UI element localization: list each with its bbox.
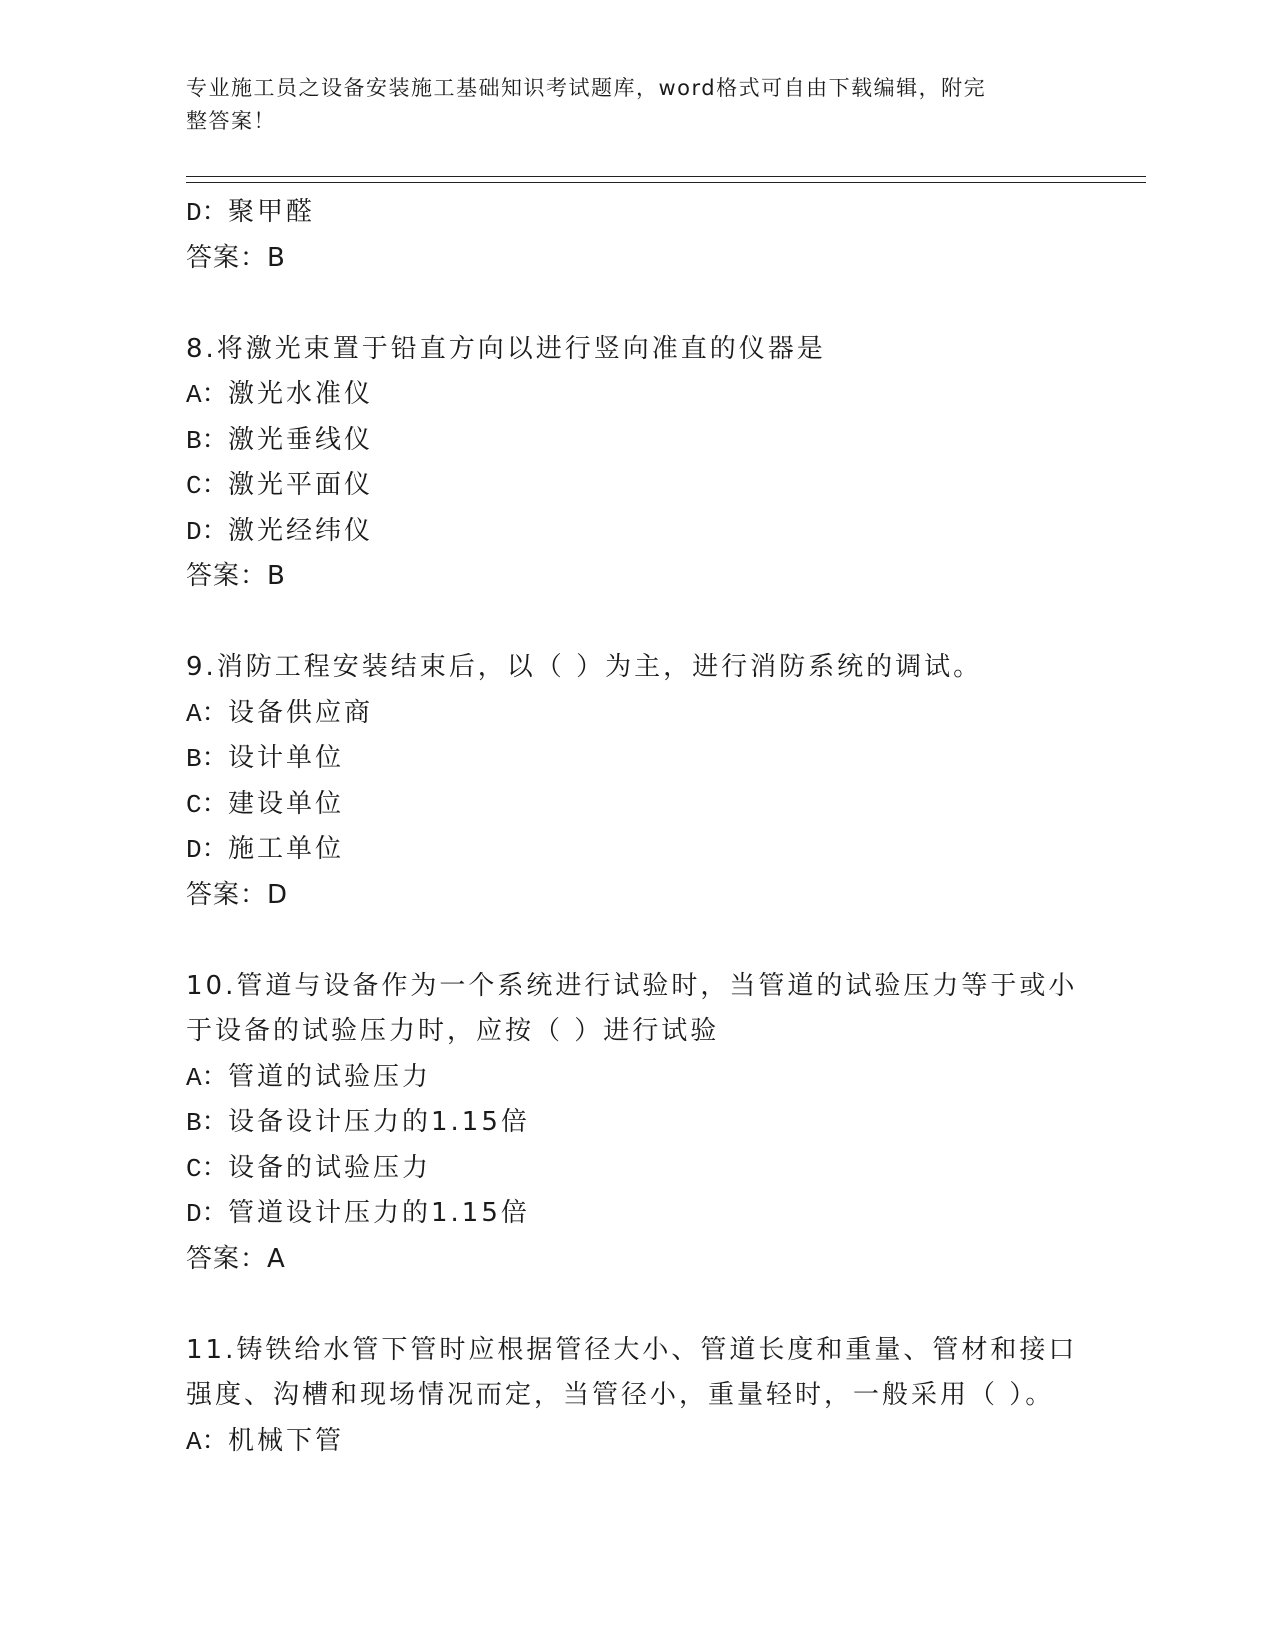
q11-option-a bbox=[186, 1419, 1146, 1465]
option-text: 激光垂线仪 bbox=[228, 424, 374, 455]
q8-option-d bbox=[186, 509, 1146, 555]
option-text: 管道的试验压力 bbox=[228, 1061, 432, 1092]
option-text: 施工单位 bbox=[228, 834, 345, 864]
q9-answer: 答案：D bbox=[186, 879, 289, 910]
option-label: B： bbox=[186, 425, 228, 456]
option-label: A： bbox=[186, 1426, 228, 1457]
q9-option-a bbox=[186, 691, 1146, 737]
option-label: A： bbox=[186, 380, 228, 410]
header-divider-top bbox=[186, 176, 1146, 177]
header-title-line-2: 整答案！ bbox=[186, 109, 276, 133]
q10-answer: 答案：A bbox=[186, 1243, 286, 1274]
q8-answer: 答案：B bbox=[186, 561, 286, 591]
option-text: 激光水准仪 bbox=[228, 379, 374, 409]
spacer bbox=[186, 600, 1146, 646]
option-label: A： bbox=[186, 698, 228, 729]
q8-option-c bbox=[186, 463, 1146, 509]
q9-option-c bbox=[186, 782, 1146, 828]
q8-option-a bbox=[186, 372, 1146, 418]
page-header bbox=[186, 72, 1066, 138]
option-text: 管道设计压力的1.15倍 bbox=[228, 1198, 530, 1228]
q10-option-d bbox=[186, 1191, 1146, 1237]
q10-option-c bbox=[186, 1146, 1146, 1192]
q9-option-d bbox=[186, 827, 1146, 873]
spacer bbox=[186, 1282, 1146, 1328]
option-label: D： bbox=[186, 1199, 228, 1229]
option-text: 激光平面仪 bbox=[228, 470, 374, 500]
q8-option-b bbox=[186, 418, 1146, 464]
spacer bbox=[186, 918, 1146, 964]
header-divider-bottom bbox=[186, 182, 1146, 183]
option-label: A： bbox=[186, 1062, 228, 1093]
option-label: B： bbox=[186, 1108, 228, 1138]
spacer bbox=[186, 281, 1146, 327]
q10-stem-line-1: 10.管道与设备作为一个系统进行试验时，当管道的试验压力等于或小 bbox=[186, 970, 1078, 1001]
option-text: 设备的试验压力 bbox=[228, 1152, 432, 1183]
question-list bbox=[186, 190, 1146, 1464]
q7-answer: 答案：B bbox=[186, 242, 286, 273]
option-label: C： bbox=[186, 789, 228, 820]
option-label: D： bbox=[186, 516, 228, 547]
option-text: 机械下管 bbox=[228, 1425, 345, 1456]
option-text: 聚甲醛 bbox=[228, 197, 316, 227]
q11-stem-line-1: 11.铸铁给水管下管时应根据管径大小、管道长度和重量、管材和接口 bbox=[186, 1334, 1078, 1365]
option-label: C： bbox=[186, 471, 228, 501]
option-label: D： bbox=[186, 835, 228, 865]
q10-option-a bbox=[186, 1055, 1146, 1101]
option-text: 设计单位 bbox=[228, 743, 345, 773]
header-title-line-1: 专业施工员之设备安装施工基础知识考试题库，word格式可自由下载编辑，附完 bbox=[186, 76, 987, 100]
q10-stem-line-2: 于设备的试验压力时，应按（ ）进行试验 bbox=[186, 1016, 720, 1046]
option-text: 建设单位 bbox=[228, 788, 345, 819]
q9-stem: 9.消防工程安装结束后，以（ ）为主，进行消防系统的调试。 bbox=[186, 652, 983, 682]
q7-option-d bbox=[186, 190, 1146, 236]
q10-option-b bbox=[186, 1100, 1146, 1146]
option-text: 设备设计压力的1.15倍 bbox=[228, 1107, 530, 1137]
option-label: D： bbox=[186, 198, 228, 228]
q9-option-b bbox=[186, 736, 1146, 782]
q8-stem: 8.将激光束置于铅直方向以进行竖向准直的仪器是 bbox=[186, 333, 826, 364]
option-text: 设备供应商 bbox=[228, 697, 374, 728]
option-label: C： bbox=[186, 1153, 228, 1184]
option-label: B： bbox=[186, 744, 228, 774]
option-text: 激光经纬仪 bbox=[228, 515, 374, 546]
q11-stem-line-2: 强度、沟槽和现场情况而定，当管径小，重量轻时，一般采用（ ）。 bbox=[186, 1380, 1055, 1410]
